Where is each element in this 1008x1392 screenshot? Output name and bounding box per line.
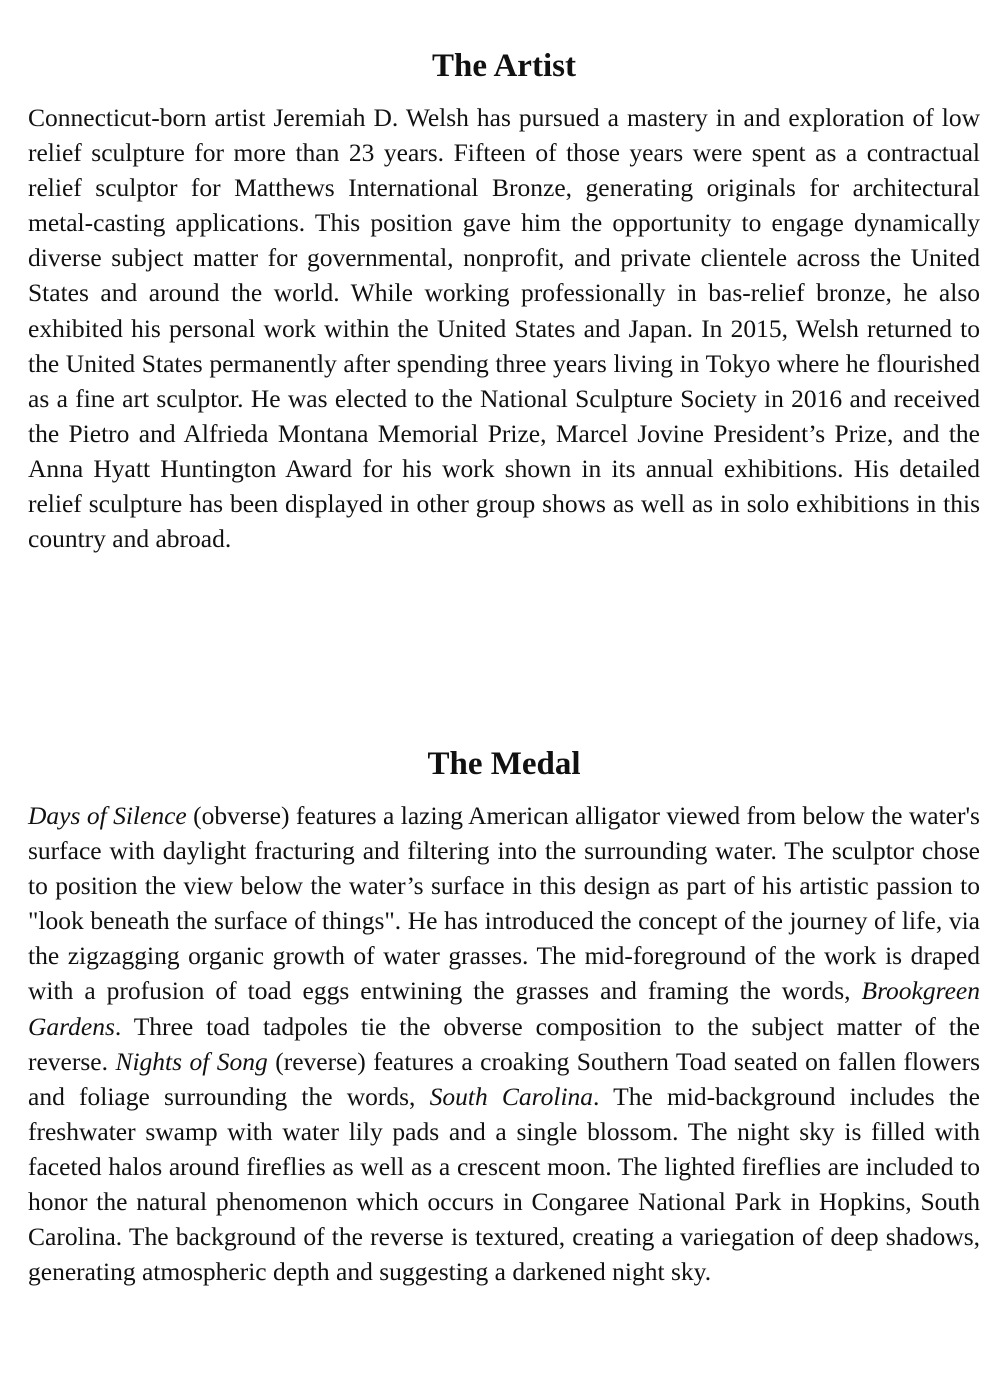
medal-paragraph [28, 798, 980, 1289]
medal-heading: The Medal [427, 746, 581, 782]
medal-text-2: . Three toad tadpoles tie the obverse composition to the subject matter of the reverse. [28, 1011, 980, 1076]
reverse-title: Nights of Song [115, 1046, 268, 1076]
medal-text-4: . The mid-background includes the freshwater swamp with water lily pads and a single blossom. The night sky is filled with faceted halos around fireflies as well as a crescent moon. The lighted fireflies are included to honor the natural phenomenon which occurs in Congaree National Park in Hopkins, South Carolina. The background of the reverse is textured, creating a variegation of deep shadows, generating atmospheric depth and suggesting a darkened night sky. [28, 1081, 980, 1287]
garden-name: Brookgreen Gardens [28, 976, 980, 1041]
artist-paragraph: Connecticut-born artist Jeremiah D. Welsh has pursued a mastery in and exploration of low relief sculpture for more than 23 years. Fifteen of those years were spent as a contractual relief sculptor for Matthews International Bronze, generating originals for architectural metal-casting applications. This position gave him the opportunity to engage dynamically diverse subject matter for governmental, nonprofit, and private clientele across the United States and around the world. While working professionally in bas-relief bronze, he also exhibited his personal work within the United States and Japan. In 2015, Welsh returned to the United States permanently after spending three years living in Tokyo where he flourished as a fine art sculptor. He was elected to the National Sculpture Society in 2016 and received the Pietro and Alfrieda Montana Memorial Prize, Marcel Jovine President’s Prize, and the Anna Hyatt Huntington Award for his work shown in its annual exhibitions. His detailed relief sculpture has been displayed in other group shows as well as in solo exhibitions in this country and abroad. [28, 103, 980, 554]
artist-heading: The Artist [432, 48, 576, 84]
state-name: South Carolina [429, 1081, 594, 1111]
medal-text-3: (reverse) features a croaking Southern Toad seated on fallen flowers and foliage surrounding the words, [28, 1046, 980, 1111]
medal-section [28, 742, 980, 1289]
obverse-title: Days of Silence [28, 801, 187, 830]
medal-text-1: (obverse) features a lazing American alligator viewed from below the water's surface with daylight fracturing and filtering into the surrounding water. The sculptor chose to position the view below the water’s surface in this design as part of his artistic passion to "look beneath the surface of things". He has introduced the concept of the journey of life, via the zigzagging organic growth of water grasses. The mid-foreground of the work is draped with a profusion of toad eggs entwining the grasses and framing the words, [28, 801, 980, 1006]
artist-section [28, 44, 980, 556]
